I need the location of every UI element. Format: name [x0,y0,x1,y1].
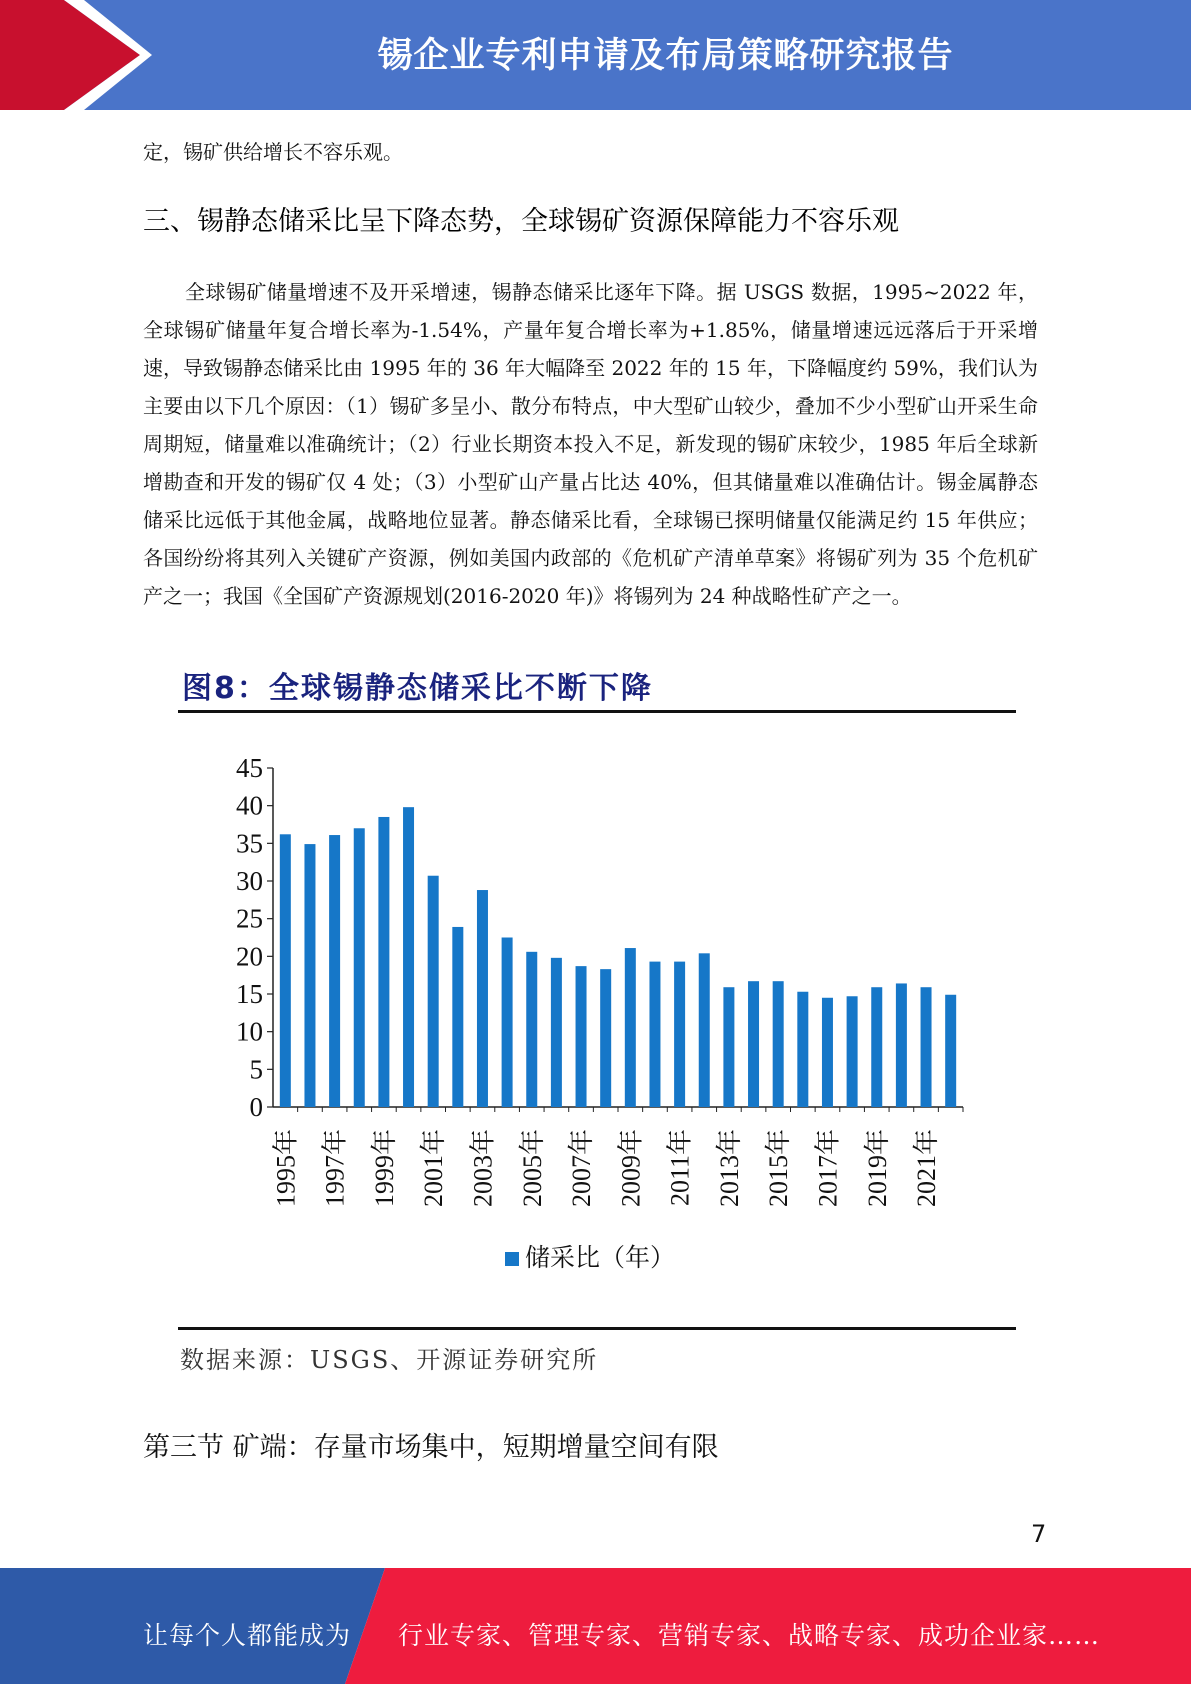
page-number: 7 [1031,1520,1047,1548]
page-footer [0,1568,1191,1684]
bar [748,981,759,1107]
y-tick-label: 5 [249,1054,263,1085]
section-heading: 三、锡静态储采比呈下降态势，全球锡矿资源保障能力不容乐观 [143,206,899,237]
bar [354,828,365,1107]
x-tick-label: 2015年 [764,1129,794,1208]
x-tick-label: 2011年 [665,1129,695,1207]
bar [477,890,488,1107]
y-tick-label: 40 [236,790,263,821]
bar [699,953,710,1107]
y-tick-label: 20 [236,941,263,972]
y-tick-label: 30 [236,866,263,896]
x-tick-label: 2001年 [419,1129,449,1208]
bar-chart [195,745,985,1285]
bar [378,817,389,1107]
x-tick-label: 2009年 [616,1129,646,1208]
bar [723,987,734,1107]
bar [280,834,291,1107]
bar [945,995,956,1107]
page-header [0,0,1191,110]
figure-bottom-rule [178,1327,1016,1330]
bar [526,952,537,1107]
x-tick-label: 2013年 [714,1129,744,1208]
x-tick-label: 2017年 [813,1129,843,1208]
x-tick-label: 2021年 [912,1129,942,1208]
bar [797,992,808,1107]
x-tick-label: 1999年 [369,1129,399,1208]
bar [551,958,562,1107]
figure-title: 图8：全球锡静态储采比不断下降 [182,671,653,706]
footer-slogan-right: 行业专家、管理专家、营销专家、战略专家、成功企业家…… [398,1621,1101,1650]
y-tick-label: 0 [249,1092,263,1122]
legend-swatch [505,1252,519,1266]
x-tick-label: 1997年 [320,1129,350,1208]
y-tick-label: 10 [236,1016,263,1047]
section-title: 第三节 矿端：存量市场集中，短期增量空间有限 [143,1432,719,1463]
bar [649,962,660,1107]
bar [625,948,636,1107]
bar [773,981,784,1107]
x-tick-label: 1995年 [271,1129,301,1208]
y-tick-label: 35 [236,828,263,859]
y-tick-label: 15 [236,979,263,1009]
bar [329,835,340,1107]
header-title: 锡企业专利申请及布局策略研究报告 [377,36,954,76]
bar [428,876,439,1107]
y-tick-label: 25 [236,903,263,934]
body-paragraph: 全球锡矿储量增速不及开采增速，锡静态储采比逐年下降。据 USGS 数据，1995~2022 年，全球锡矿储量年复合增长率为-1.54%，产量年复合增长率为+1.85%，储量增速远远落后于开采增速，导致锡静态储采比由 1995 年的 36 年大幅降至 2022 年的 15 年，下降幅度约 59%，我们认为主要由以下几个原因：（1）锡矿多呈小、散分布特点，中大型矿山较少，叠加不少小型矿山开采生命周期短，储量难以准确统计；（2）行业长期资本投入不足，新发现的锡矿床较少，1985 年后全球新增勘查和开发的锡矿仅 4 处；（3）小型矿山产量占比达 40%，但其储量难以准确估计。锡金属静态储采比远低于其他金属，战略地位显著。静态储采比看，全球锡已探明储量仅能满足约 15 年供应；各国纷纷将其列入关键矿产资源，例如美国内政部的《危机矿产清单草案》将锡矿列为 35 个危机矿产之一；我国《全国矿产资源规划(2016-2020 年)》将锡列为 24 种战略性矿产之一。 [143,280,1038,608]
bar [502,938,513,1108]
bar [600,969,611,1107]
bar [304,844,315,1107]
figure-source: 数据来源：USGS、开源证券研究所 [180,1346,599,1374]
bar [847,996,858,1107]
x-tick-label: 2005年 [517,1129,547,1208]
bar [822,998,833,1107]
lead-text: 定，锡矿供给增长不容乐观。 [143,140,403,164]
footer-slogan-left: 让每个人都能成为 [143,1621,352,1650]
bar [871,987,882,1107]
x-tick-label: 2003年 [468,1129,498,1208]
x-tick-label: 2019年 [862,1129,892,1208]
figure-top-rule [178,710,1016,713]
y-tick-label: 45 [236,753,263,783]
bar [576,966,587,1107]
bar [896,983,907,1107]
header-chevron-icon [0,0,160,110]
bar [403,807,414,1107]
legend-label: 储采比（年） [525,1243,676,1272]
bar [452,927,463,1107]
x-tick-label: 2007年 [567,1129,597,1208]
bar [674,962,685,1107]
bar [921,987,932,1107]
